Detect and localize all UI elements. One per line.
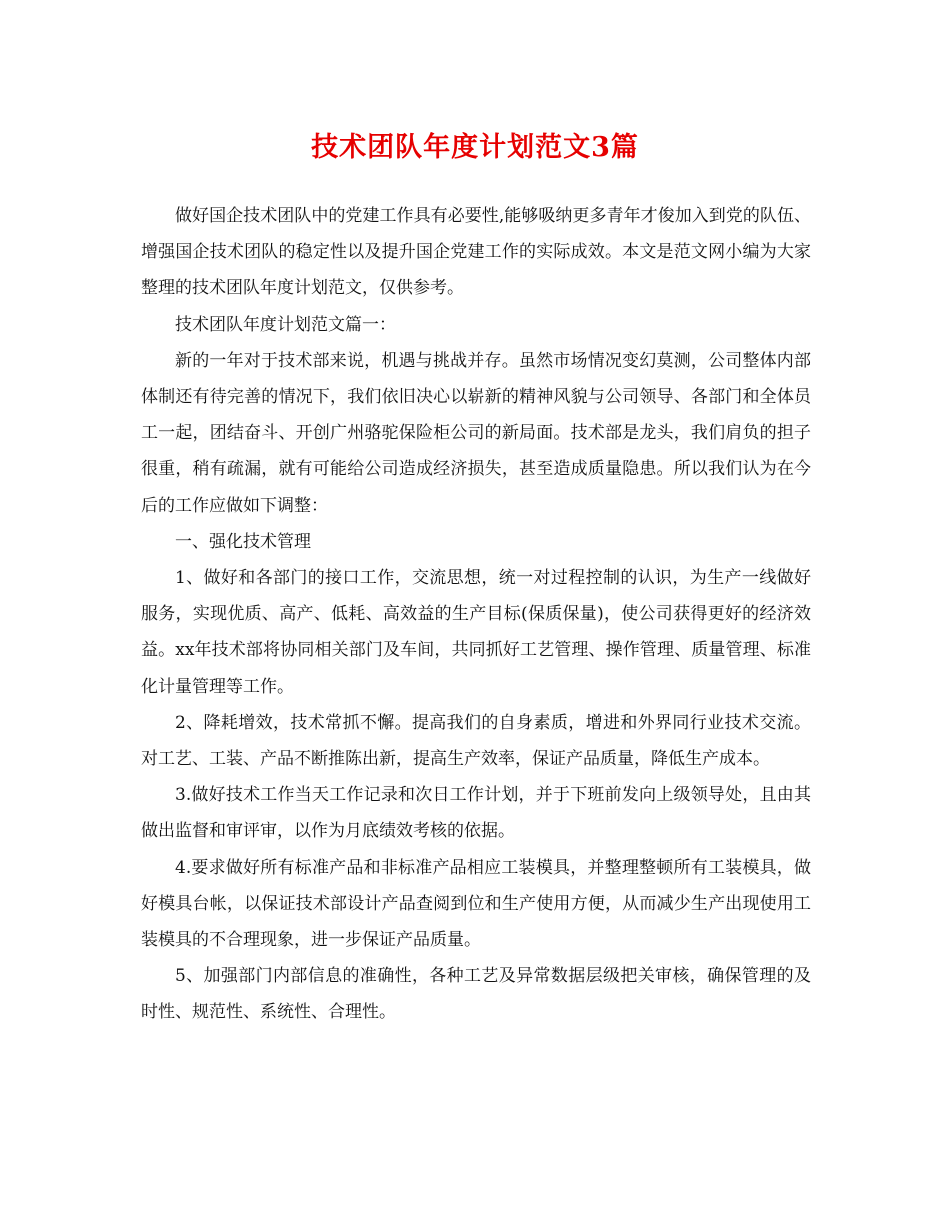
list-item-1: 1、做好和各部门的接口工作，交流思想，统一对过程控制的认识，为生产一线做好服务，实现优质、高产、低耗、高效益的生产目标(保质保量)，使公司获得更好的经济效益。xx年技术部将协同相关部门及车间，共同抓好工艺管理、操作管理、质量管理、标准化计量管理等工作。 [141,568,811,697]
list-item-3: 3.做好技术工作当天工作记录和次日工作计划，并于下班前发向上级领导处，且由其做出监督和审评审，以作为月底绩效考核的依据。 [141,785,811,842]
section-heading-part-one: 技术团队年度计划范文篇一： [175,314,396,335]
document-body [141,198,811,1031]
body-paragraph: 新的一年对于技术部来说，机遇与挑战并存。虽然市场情况变幻莫测，公司整体内部体制还有待完善的情况下，我们依旧决心以崭新的精神风貌与公司领导、各部门和全体员工一起，团结奋斗、开创广州骆驼保险柜公司的新局面。技术部是龙头，我们肩负的担子很重，稍有疏漏，就有可能给公司造成经济损失，甚至造成质量隐患。所以我们认为在今后的工作应做如下调整： [141,350,811,516]
document-title: 技术团队年度计划范文3篇 [311,132,639,163]
list-item-5: 5、加强部门内部信息的准确性，各种工艺及异常数据层级把关审核，确保管理的及时性、规范性、系统性、合理性。 [141,966,811,1023]
section-heading-technical-management: 一、强化技术管理 [175,531,311,552]
intro-paragraph: 做好国企技术团队中的党建工作具有必要性,能够吸纳更多青年才俊加入到党的队伍、增强国企技术团队的稳定性以及提升国企党建工作的实际成效。本文是范文网小编为大家整理的技术团队年度计划范文，仅供参考。 [141,206,811,299]
list-item-4: 4.要求做好所有标准产品和非标准产品相应工装模具，并整理整顿所有工装模具，做好模具台帐，以保证技术部设计产品查阅到位和生产使用方便，从而减少生产出现使用工装模具的不合理现象，进一步保证产品质量。 [141,857,811,951]
list-item-2: 2、降耗增效，技术常抓不懈。提高我们的自身素质，增进和外界同行业技术交流。对工艺、工装、产品不断推陈出新，提高生产效率，保证产品质量，降低生产成本。 [141,712,811,770]
